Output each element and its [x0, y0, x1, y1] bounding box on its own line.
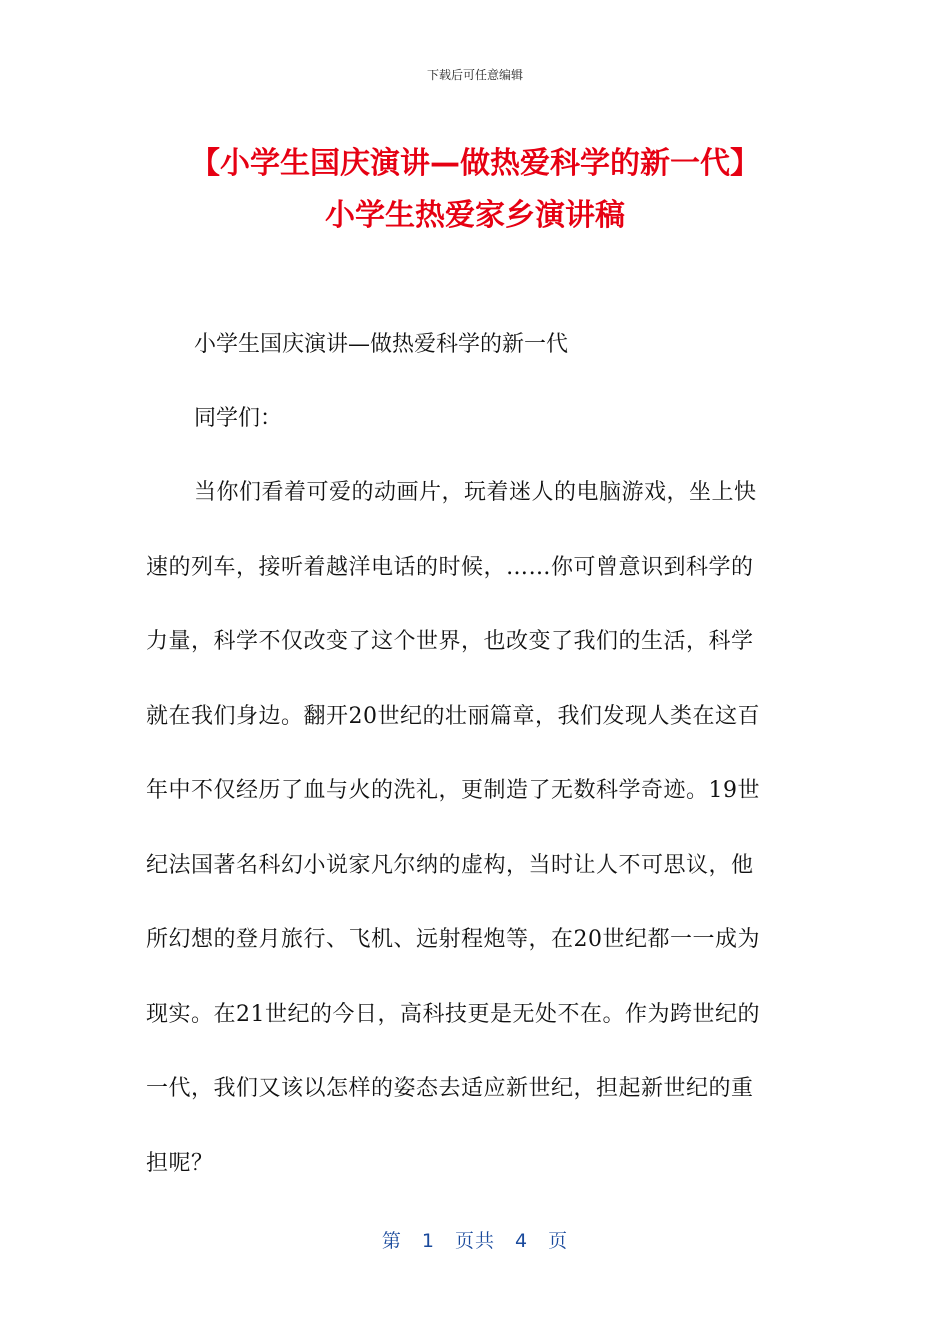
speech-subtitle: 小学生国庆演讲—做热爱科学的新一代	[194, 332, 569, 357]
footer-page-number: 1	[421, 1230, 435, 1252]
paragraph-line: 力量，科学不仅改变了这个世界，也改变了我们的生活，科学	[146, 629, 754, 654]
header-note: 下载后可任意编辑	[426, 68, 523, 82]
title-line-2: 小学生热爱家乡演讲稿	[325, 198, 625, 233]
paragraph-line: 当你们看着可爱的动画片，玩着迷人的电脑游戏，坐上快	[194, 480, 757, 505]
greeting: 同学们：	[194, 406, 283, 431]
document-title	[60, 138, 890, 242]
page-footer	[0, 1226, 950, 1253]
footer-total-pages: 4	[515, 1230, 529, 1252]
body-paragraph	[146, 456, 806, 1201]
footer-suffix: 页	[548, 1230, 569, 1252]
paragraph-line: 一代，我们又该以怎样的姿态去适应新世纪，担起新世纪的重	[146, 1076, 754, 1101]
paragraph-line: 年中不仅经历了血与火的洗礼，更制造了无数科学奇迹。19世	[146, 778, 760, 803]
paragraph-line: 速的列车，接听着越洋电话的时候，……你可曾意识到科学的	[146, 554, 754, 580]
paragraph-line: 担呢？	[146, 1150, 214, 1176]
paragraph-line: 就在我们身边。翻开20世纪的壮丽篇章，我们发现人类在这百	[146, 703, 760, 729]
paragraph-line: 现实。在21世纪的今日，高科技更是无处不在。作为跨世纪的	[146, 1001, 760, 1027]
footer-middle: 页共	[454, 1230, 495, 1252]
paragraph-line: 所幻想的登月旅行、飞机、远射程炮等，在20世纪都一一成为	[146, 927, 760, 952]
footer-prefix: 第	[381, 1230, 402, 1252]
title-line-1: 【小学生国庆演讲—做热爱科学的新一代】	[190, 146, 760, 181]
paragraph-line: 纪法国著名科幻小说家凡尔纳的虚构，当时让人不可思议，他	[146, 852, 754, 878]
